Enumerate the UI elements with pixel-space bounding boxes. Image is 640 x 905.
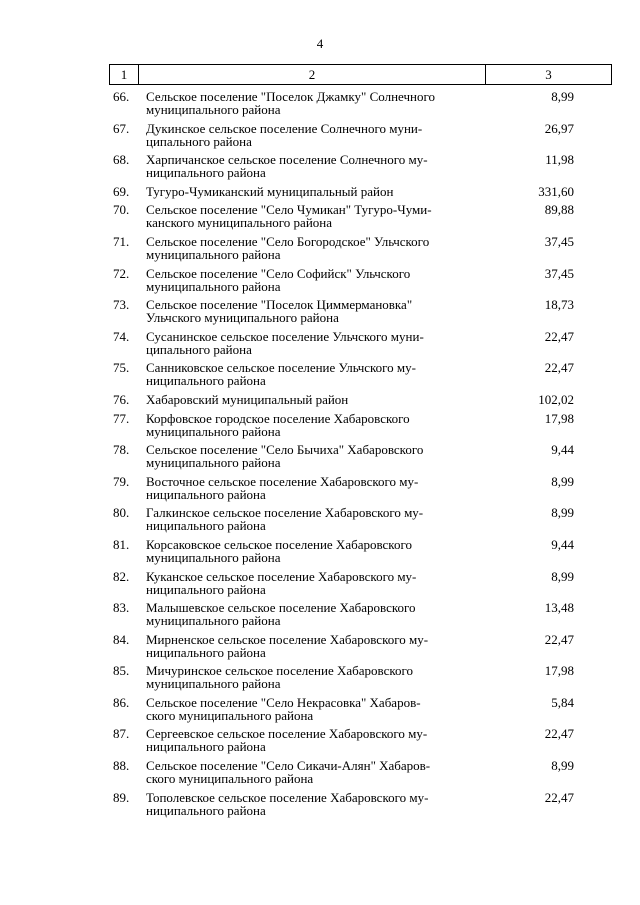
table-row xyxy=(0,443,640,469)
row-value: 13,48 xyxy=(544,600,574,616)
settlement-name-line: ципального района xyxy=(146,133,252,149)
settlement-name-line: Сельское поселение "Село Богородское" Ульчского xyxy=(146,233,430,249)
row-value: 102,02 xyxy=(538,391,574,407)
row-value: 11,98 xyxy=(545,152,574,168)
row-number: 70. xyxy=(113,202,130,218)
settlement-name-line: Сельское поселение "Село Некрасовка" Хабаров- xyxy=(146,694,421,710)
row-number: 72. xyxy=(113,265,130,281)
settlement-name xyxy=(146,759,486,785)
settlement-name-line: Сельское поселение "Село Бычиха" Хабаровского xyxy=(146,442,424,458)
row-value: 8,99 xyxy=(551,473,574,489)
table-row xyxy=(0,90,640,116)
settlement-name-line: Сельское поселение "Поселок Джамку" Солнечного xyxy=(146,89,435,104)
row-value: 17,98 xyxy=(544,410,574,426)
settlement-name-line: Корфовское городское поселение Хабаровского xyxy=(146,410,410,426)
settlement-name-line: Сергеевское сельское поселение Хабаровского му- xyxy=(146,726,428,742)
settlement-name-line: Хабаровский муниципальный район xyxy=(146,391,349,407)
settlement-name xyxy=(146,330,486,356)
settlement-name-line: Тополевское сельское поселение Хабаровского му- xyxy=(146,789,429,805)
settlement-name-line: Куканское сельское поселение Хабаровского му- xyxy=(146,568,417,584)
settlement-name-line: Мичуринское сельское поселение Хабаровского xyxy=(146,663,414,679)
table-body xyxy=(0,90,640,822)
settlement-name xyxy=(146,361,486,387)
settlement-name-line: Восточное сельское поселение Хабаровского му- xyxy=(146,473,419,489)
row-value: 5,84 xyxy=(551,694,574,710)
row-value: 331,60 xyxy=(538,183,574,199)
settlement-name-line: Галкинское сельское поселение Хабаровского му- xyxy=(146,505,424,521)
table-row xyxy=(0,664,640,690)
table-row xyxy=(0,412,640,438)
settlement-name-line: Сельское поселение "Село Сикачи-Алян" Хабаров- xyxy=(146,758,431,774)
settlement-name xyxy=(146,443,486,469)
row-value: 22,47 xyxy=(544,328,574,344)
settlement-name-line: муниципального района xyxy=(146,423,281,439)
settlement-name-line: Сельское поселение "Поселок Циммермановка" xyxy=(146,297,413,313)
settlement-name-line: Сельское поселение "Село Чумикан" Тугуро-Чуми- xyxy=(146,202,432,218)
table-row xyxy=(0,267,640,293)
table-row xyxy=(0,122,640,148)
settlement-name xyxy=(146,791,486,817)
row-value: 17,98 xyxy=(544,663,574,679)
row-value: 8,99 xyxy=(551,758,574,774)
settlement-name-line: ниципального района xyxy=(146,644,266,660)
table-row xyxy=(0,475,640,501)
settlement-name xyxy=(146,506,486,532)
settlement-name-line: Сельское поселение "Село Софийск" Ульчского xyxy=(146,265,411,281)
table-row xyxy=(0,633,640,659)
settlement-name-line: муниципального района xyxy=(146,102,281,117)
settlement-name-line: ского муниципального района xyxy=(146,707,314,723)
settlement-name xyxy=(146,538,486,564)
settlement-name-line: ского муниципального района xyxy=(146,771,314,787)
settlement-name xyxy=(146,475,486,501)
row-value: 22,47 xyxy=(544,726,574,742)
column-header-2: 2 xyxy=(139,65,486,85)
settlement-name-line: Дукинское сельское поселение Солнечного муни- xyxy=(146,120,423,136)
row-number: 67. xyxy=(113,120,130,136)
settlement-name-line: ципального района xyxy=(146,341,252,357)
settlement-name-line: Сусанинское сельское поселение Ульчского муни- xyxy=(146,328,424,344)
row-value: 8,99 xyxy=(551,89,574,104)
settlement-name xyxy=(146,122,486,148)
settlement-name xyxy=(146,727,486,753)
settlement-name xyxy=(146,267,486,293)
row-number: 74. xyxy=(113,328,130,344)
settlement-name-line: ниципального района xyxy=(146,518,266,534)
settlement-name-line: Харпичанское сельское поселение Солнечного му- xyxy=(146,152,428,168)
settlement-name-line: ниципального района xyxy=(146,165,266,181)
page-number: 4 xyxy=(316,36,324,51)
table-row xyxy=(0,393,640,406)
settlement-name xyxy=(146,393,486,406)
table-row xyxy=(0,601,640,627)
settlement-name-line: муниципального района xyxy=(146,278,281,294)
row-number: 73. xyxy=(113,297,130,313)
row-value: 9,44 xyxy=(551,536,574,552)
row-value: 22,47 xyxy=(544,631,574,647)
settlement-name-line: Малышевское сельское поселение Хабаровского xyxy=(146,600,416,616)
column-header-1: 1 xyxy=(110,65,139,85)
row-number: 69. xyxy=(113,183,130,199)
row-number: 81. xyxy=(113,536,130,552)
row-value: 37,45 xyxy=(544,233,574,249)
row-value: 8,99 xyxy=(551,505,574,521)
settlement-name xyxy=(146,153,486,179)
row-number: 78. xyxy=(113,442,130,458)
row-value: 18,73 xyxy=(544,297,574,313)
row-number: 86. xyxy=(113,694,130,710)
column-header-3: 3 xyxy=(486,65,612,85)
table-row xyxy=(0,538,640,564)
settlement-name xyxy=(146,298,486,324)
settlement-name-line: муниципального района xyxy=(146,246,281,262)
row-number: 75. xyxy=(113,360,130,376)
settlement-name-line: ниципального района xyxy=(146,373,266,389)
table-row xyxy=(0,361,640,387)
settlement-name xyxy=(146,90,486,116)
row-number: 82. xyxy=(113,568,130,584)
row-number: 89. xyxy=(113,789,130,805)
settlement-name-line: муниципального района xyxy=(146,613,281,629)
settlement-name-line: Санниковское сельское поселение Ульчского му- xyxy=(146,360,416,376)
settlement-name-line: Тугуро-Чумиканский муниципальный район xyxy=(146,183,394,199)
column-header-row xyxy=(110,65,612,85)
table-row xyxy=(0,727,640,753)
table-row xyxy=(0,570,640,596)
row-number: 71. xyxy=(113,233,130,249)
table-row xyxy=(0,506,640,532)
settlement-name xyxy=(146,696,486,722)
row-number: 87. xyxy=(113,726,130,742)
settlement-name-line: Мирненское сельское поселение Хабаровского му- xyxy=(146,631,429,647)
table-row xyxy=(0,696,640,722)
settlement-name-line: муниципального района xyxy=(146,455,281,471)
settlement-name-line: ниципального района xyxy=(146,486,266,502)
row-number: 85. xyxy=(113,663,130,679)
row-value: 89,88 xyxy=(544,202,574,218)
settlement-name-line: муниципального района xyxy=(146,676,281,692)
row-number: 88. xyxy=(113,758,130,774)
settlement-name xyxy=(146,570,486,596)
table-row xyxy=(0,153,640,179)
table-row xyxy=(0,235,640,261)
row-number: 76. xyxy=(113,391,130,407)
table-row xyxy=(0,791,640,817)
row-value: 26,97 xyxy=(544,120,574,136)
table-row xyxy=(0,298,640,324)
settlement-name xyxy=(146,203,486,229)
settlement-name xyxy=(146,185,486,198)
row-number: 66. xyxy=(113,89,130,104)
row-value: 22,47 xyxy=(544,789,574,805)
row-number: 80. xyxy=(113,505,130,521)
row-value: 9,44 xyxy=(551,442,574,458)
settlement-name-line: канского муниципального района xyxy=(146,215,333,231)
settlement-name xyxy=(146,664,486,690)
settlement-name-line: Корсаковское сельское поселение Хабаровского xyxy=(146,536,412,552)
row-number: 83. xyxy=(113,600,130,616)
settlement-name xyxy=(146,412,486,438)
table-row xyxy=(0,330,640,356)
table-row xyxy=(0,203,640,229)
row-number: 68. xyxy=(113,152,130,168)
row-value: 37,45 xyxy=(544,265,574,281)
row-number: 79. xyxy=(113,473,130,489)
settlement-name xyxy=(146,601,486,627)
settlement-name-line: муниципального района xyxy=(146,549,281,565)
settlement-name xyxy=(146,235,486,261)
settlement-name-line: ниципального района xyxy=(146,802,266,818)
row-number: 77. xyxy=(113,410,130,426)
settlement-name-line: ниципального района xyxy=(146,581,266,597)
settlement-name-line: Ульчского муниципального района xyxy=(146,310,339,326)
table-row xyxy=(0,759,640,785)
row-value: 22,47 xyxy=(544,360,574,376)
table-row xyxy=(0,185,640,198)
column-header-table xyxy=(109,64,612,85)
settlement-name-line: ниципального района xyxy=(146,739,266,755)
row-number: 84. xyxy=(113,631,130,647)
row-value: 8,99 xyxy=(551,568,574,584)
settlement-name xyxy=(146,633,486,659)
